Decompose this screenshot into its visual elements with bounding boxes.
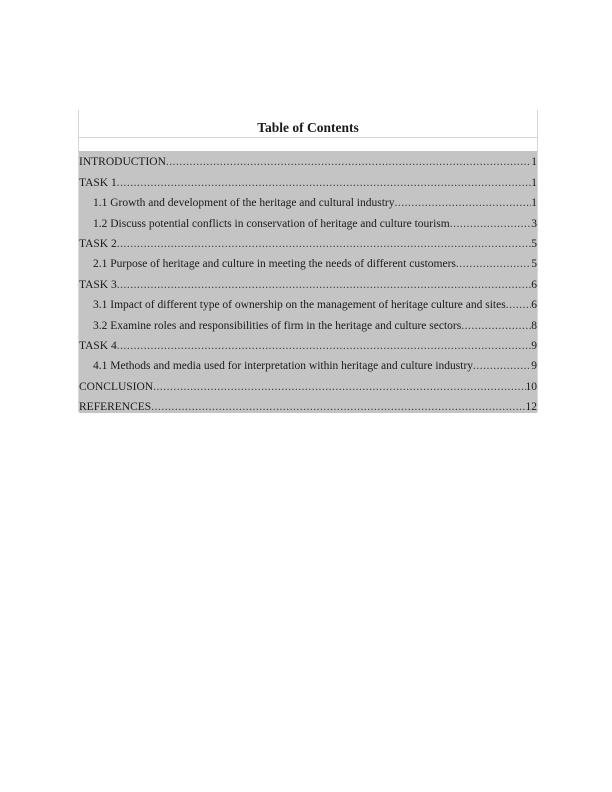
table-of-contents [78,110,538,412]
title-divider [79,137,537,138]
toc-page-number: 9 [531,339,537,352]
toc-dot-leader [151,400,525,414]
toc-entry-4-1[interactable] [79,353,537,373]
toc-entry-label: TASK 3 [79,278,117,291]
toc-page-number: 5 [531,237,537,250]
toc-page-number: 1 [531,176,537,189]
toc-dot-leader [117,339,532,353]
toc-page-number: 1 [531,156,537,169]
toc-dot-leader [450,217,532,231]
toc-entry-3-2[interactable] [79,312,537,332]
toc-dot-leader [117,278,532,292]
toc-dot-leader [461,319,531,333]
toc-dot-leader [473,359,531,373]
toc-entry-label: REFERENCES [79,401,152,414]
toc-page-number: 10 [525,380,537,393]
toc-entry-label: 3.2 Examine roles and responsibilities of firm in the heritage and culture sectors [93,319,462,332]
toc-page-number: 6 [531,299,537,312]
toc-entry-references[interactable] [79,394,537,414]
toc-dot-leader [117,237,532,251]
toc-entry-task-2[interactable] [79,231,537,251]
toc-entry-label: TASK 4 [79,339,117,352]
toc-entry-task-4[interactable] [79,333,537,353]
toc-entry-1-2[interactable] [79,210,537,230]
toc-entry-label: 3.1 Impact of different type of ownership on the management of heritage culture and sites [93,299,506,312]
toc-page-number: 1 [531,197,537,210]
toc-entry-label: 1.2 Discuss potential conflicts in conservation of heritage and culture tourism [93,217,450,230]
toc-entry-label: INTRODUCTION [79,156,166,169]
toc-entry-label: CONCLUSION [79,380,154,393]
toc-dot-leader [506,298,532,312]
toc-entry-task-1[interactable] [79,169,537,189]
toc-entry-label: 2.1 Purpose of heritage and culture in meeting the needs of different customers [93,258,456,271]
toc-entry-label: 1.1 Growth and development of the heritage and cultural industry [93,197,395,210]
toc-page-number: 8 [531,319,537,332]
toc-page-number: 9 [531,360,537,373]
toc-title: Table of Contents [257,120,359,135]
toc-entry-3-1[interactable] [79,292,537,312]
toc-entry-label: TASK 2 [79,237,117,250]
toc-dot-leader [166,155,531,169]
toc-entry-conclusion[interactable] [79,373,537,393]
toc-entry-label: 4.1 Methods and media used for interpretation within heritage and culture industry [93,360,474,373]
toc-entry-label: TASK 1 [79,176,117,189]
toc-page-number: 6 [531,278,537,291]
toc-dot-leader [456,257,531,271]
toc-entry-1-1[interactable] [79,190,537,210]
toc-dot-leader [394,196,531,210]
toc-dot-leader [117,176,532,190]
toc-dot-leader [153,380,525,394]
toc-page-number: 12 [525,401,537,414]
toc-entry-introduction[interactable] [79,149,537,169]
toc-entry-task-3[interactable] [79,271,537,291]
toc-page-number: 3 [531,217,537,230]
toc-page-number: 5 [531,258,537,271]
toc-entry-2-1[interactable] [79,251,537,271]
